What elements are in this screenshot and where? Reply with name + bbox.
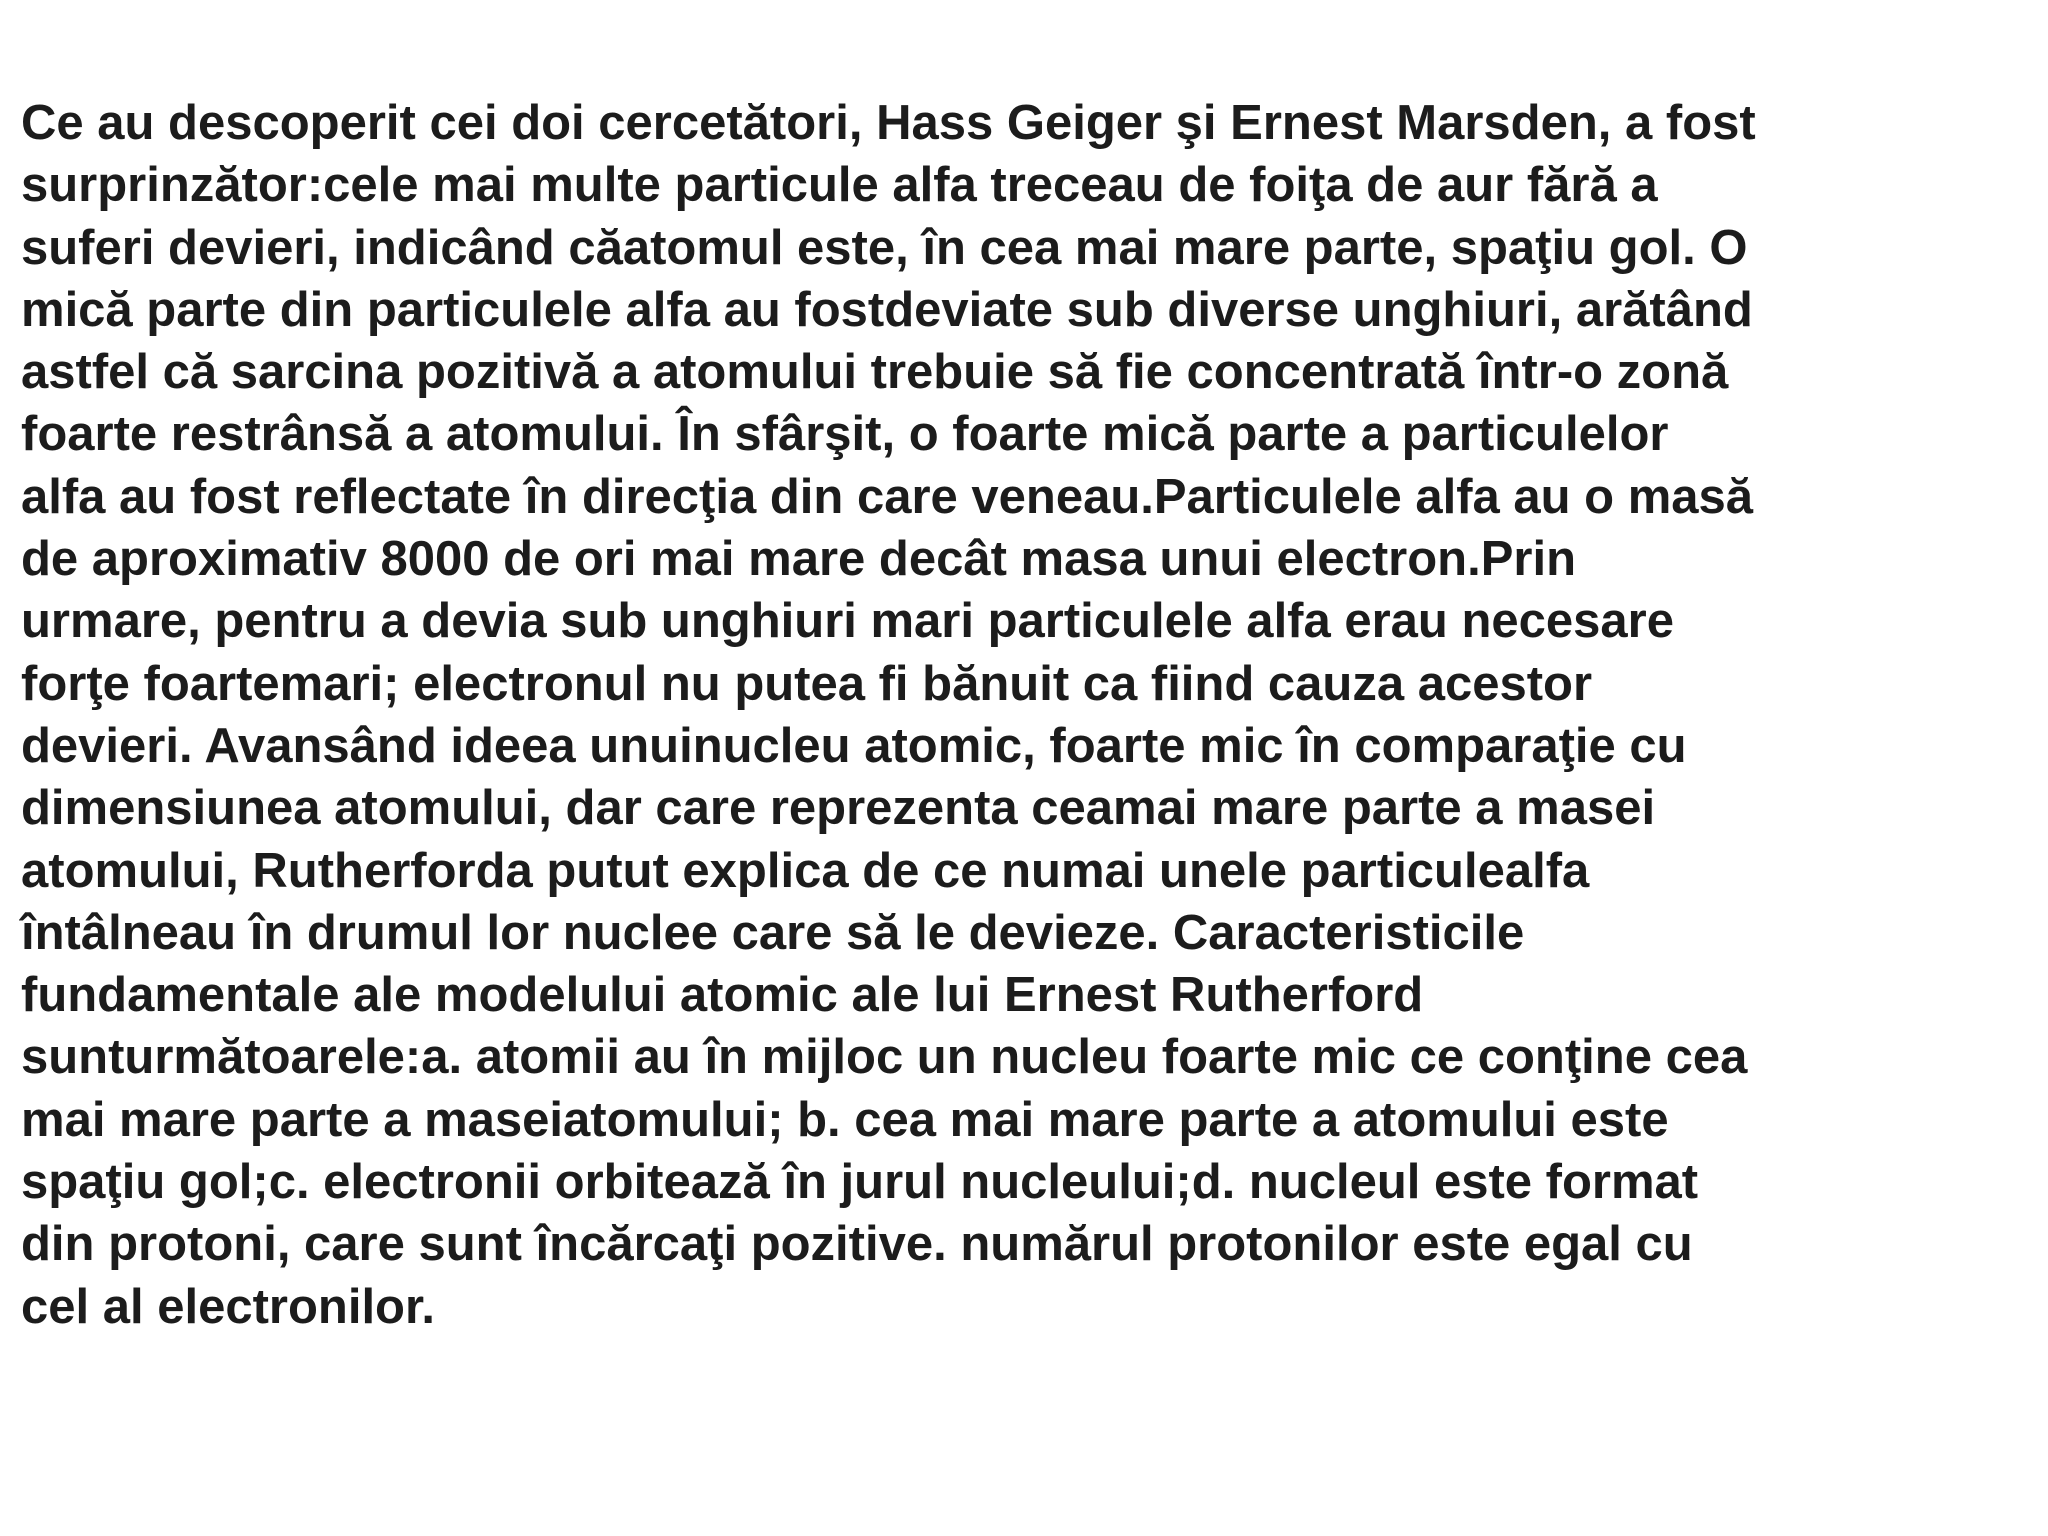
- paragraph-line-17: mai mare parte a maseiatomului; b. cea mai mare parte a atomului este: [21, 1092, 1669, 1147]
- paragraph-line-8: de aproximativ 8000 de ori mai mare decât masa unui electron.Prin: [21, 532, 1577, 587]
- paragraph-line-10: forţe foartemari; electronul nu putea fi bănuit ca fiind cauza acestor: [21, 656, 1593, 711]
- paragraph-line-1: Ce au descoperit cei doi cercetători, Hass Geiger şi Ernest Marsden, a fost: [21, 96, 1756, 150]
- body-paragraph: [21, 92, 1921, 1338]
- paragraph-line-20: cel al electronilor.: [21, 1279, 435, 1334]
- paragraph-line-14: întâlneau în drumul lor nuclee care să le devieze. Caracteristicile: [21, 905, 1525, 960]
- paragraph-line-5: astfel că sarcina pozitivă a atomului trebuie să fie concentrată într-o zonă: [21, 345, 1729, 400]
- paragraph-line-13: atomului, Rutherforda putut explica de ce numai unele particulealfa: [21, 843, 1590, 898]
- paragraph-line-12: dimensiunea atomului, dar care reprezenta ceamai mare parte a masei: [21, 781, 1656, 836]
- paragraph-line-6: foarte restrânsă a atomului. În sfârşit, o foarte mică parte a particulelor: [21, 407, 1669, 462]
- paragraph-line-2: surprinzător:cele mai multe particule alfa treceau de foiţa de aur fără a: [21, 158, 1658, 213]
- paragraph-line-3: suferi devieri, indicând căatomul este, în cea mai mare parte, spaţiu gol. O: [21, 220, 1748, 275]
- paragraph-line-19: din protoni, care sunt încărcaţi pozitive. numărul protonilor este egal cu: [21, 1217, 1693, 1272]
- paragraph-line-15: fundamentale ale modelului atomic ale lui Ernest Rutherford: [21, 968, 1424, 1023]
- paragraph-line-4: mică parte din particulele alfa au fostdeviate sub diverse unghiuri, arătând: [21, 282, 1753, 337]
- paragraph-line-18: spaţiu gol;c. electronii orbitează în jurul nucleului;d. nucleul este format: [21, 1155, 1699, 1210]
- paragraph-line-11: devieri. Avansând ideea unuinucleu atomic, foarte mic în comparaţie cu: [21, 718, 1687, 773]
- paragraph-line-9: urmare, pentru a devia sub unghiuri mari particulele alfa erau necesare: [21, 594, 1674, 649]
- paragraph-line-7: alfa au fost reflectate în direcţia din care veneau.Particulele alfa au o masă: [21, 469, 1754, 524]
- paragraph-line-16: sunturmătoarele:a. atomii au în mijloc un nucleu foarte mic ce conţine cea: [21, 1030, 1748, 1085]
